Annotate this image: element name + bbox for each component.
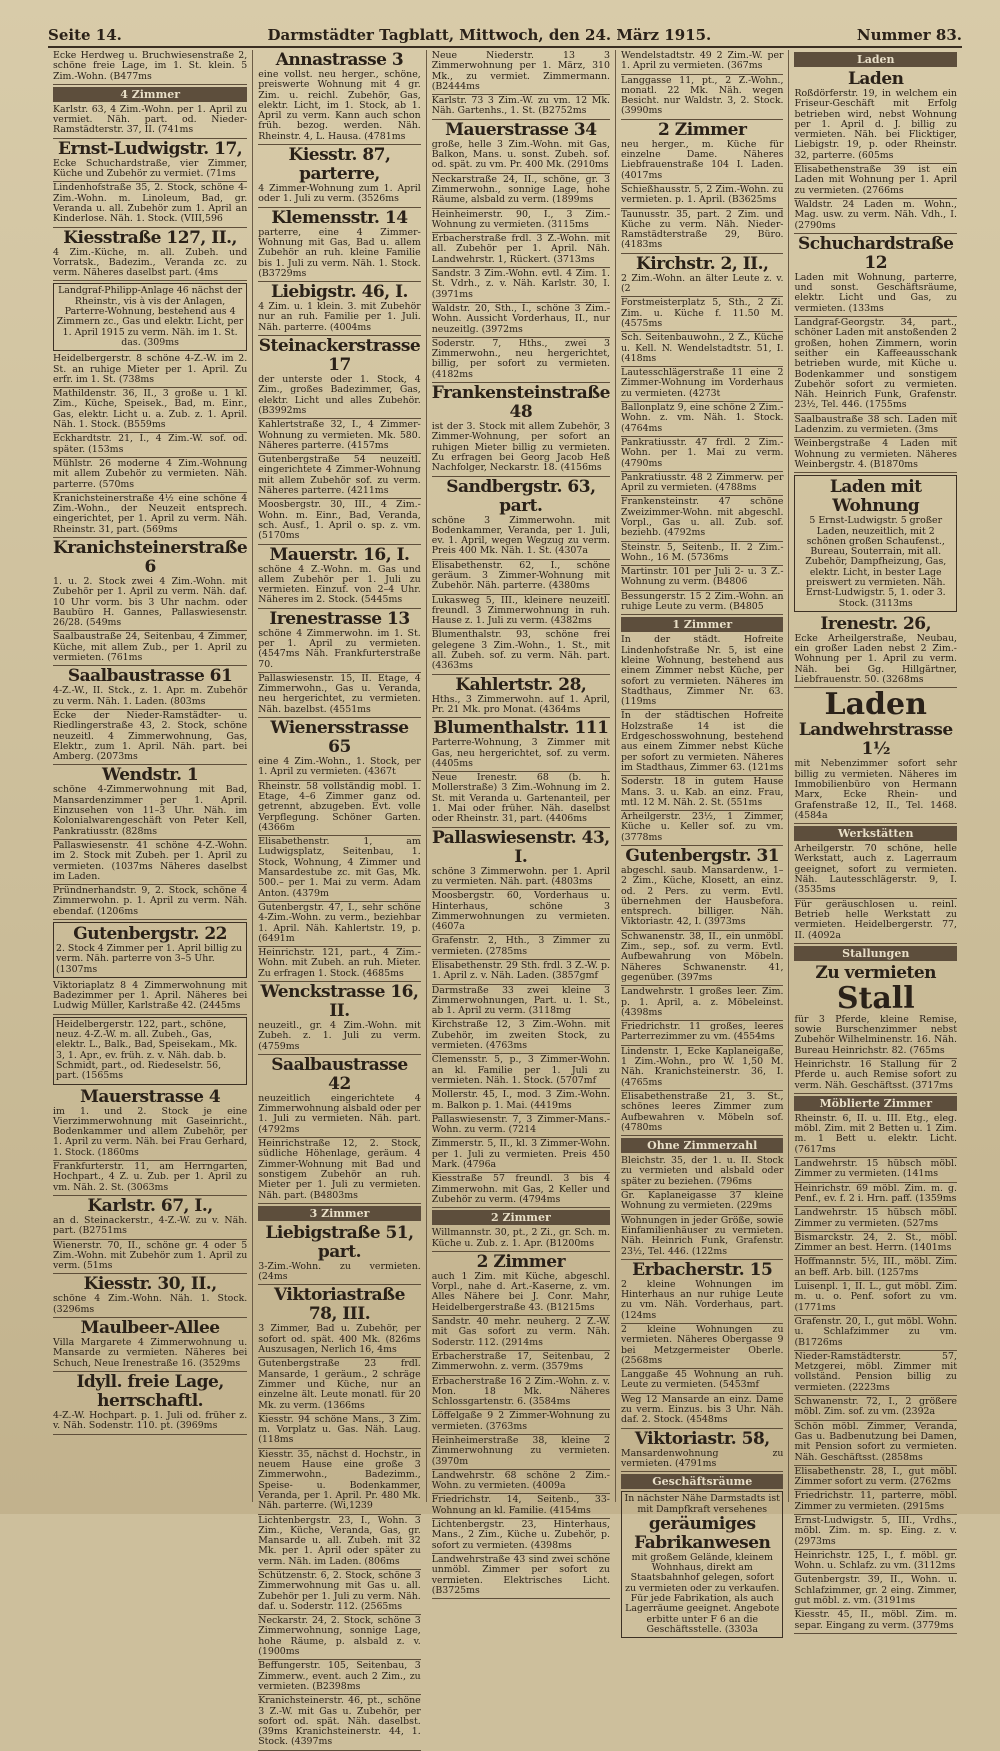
ad: Kiesstr. 45, II., möbl. Zim. m. separ. Eingang zu verm. (3779ms <box>794 1609 957 1634</box>
column-3 <box>426 50 615 1596</box>
ad: Frankfurterstr. 11, am Herrngarten, Hochpart., 4 Z. u. Zub. per 1. April zu vm. Näh. 2. St. (3063ms <box>53 1161 247 1196</box>
ad-headline: Saalbaustrasse 42 <box>271 1054 408 1094</box>
ad: Friedrichstr. 14, Seitenb., 33-Wohnung an kl. Familie. (4154ms <box>432 1494 610 1519</box>
ad <box>258 208 421 282</box>
ad-headline: Steinackerstrasse 17 <box>258 336 421 376</box>
ad: Schwanenstr. 38, II., ein unmöbl. Zim., sep., sof. zu verm. Evtl. Aufbewahrung von Möbeln. Näheres Schwanenstr. 41, gegenüber. (397ms <box>621 931 784 986</box>
ad: Heinrichstraße 12, 2. Stock, südliche Höhenlage, geräum. 4 Zimmer-Wohnung mit Bad und sonstigem Zubehör an ruh. Mieter per 1. Juli zu vermieten. Näh. part. (B4803ms <box>258 1138 421 1204</box>
ad: Kahlertstraße 32, I., 4 Zimmer-Wohnung zu vermieten. Mk. 580. Näheres parterre. (4157ms <box>258 419 421 454</box>
ad <box>621 846 784 931</box>
section-header: Werkstätten <box>794 826 957 841</box>
ad <box>432 383 610 476</box>
ad-headline: Viktoriastraße 78, III. <box>274 1285 405 1325</box>
ad-body: neuzeitl., gr. 4 Zim.-Wohn. mit Zubeh. z. 1. Juli zu verm. (4759ms <box>258 1020 421 1052</box>
ad-headline: Fabrikanwesen <box>634 1532 771 1553</box>
ad: Elisabethenstr. 62, I., schöne geräum. 3 Zimmer-Wohnung mit Zubehör. Näh. parterre. (4380ms <box>432 560 610 595</box>
ad <box>258 545 421 609</box>
ad: Ecke der Nieder-Ramstädter- u. Riedlingerstraße 43, 2. Stock, schöne neuzeitl. 4 Zimmerwohnung, Gas, Elektr., zum 1. April. Näh. part. bei Amberg. (2073ms <box>53 710 247 765</box>
ad-body: schöne 4 Zimmerwohn. im 1. St. per 1. April zu vermieten. (4547ms Näh. Frankfurterstraße 70. <box>258 627 421 670</box>
ad: Schießhausstr. 5, 2 Zim.-Wohn. zu vermieten. p. 1. April. (B3625ms <box>621 184 784 209</box>
ad-body: 4 Zimmer-Wohnung zum 1. April oder 1. Juli zu verm. (3526ms <box>258 183 421 205</box>
ad <box>53 1372 247 1435</box>
ad: Lindenhofstraße 35, 2. Stock, schöne 4-Zim.-Wohn. m. Linoleum, Bad, gr. Veranda u. all. Zubehör zum 1. April an Kinderlose. Näh. 1. Stock. (VIII,596 <box>53 182 247 227</box>
ad-headline: Kiesstr. 87, parterre, <box>288 145 391 185</box>
ad-body: Roßdörferstr. 19, in welchem ein Friseur-Geschäft mit Erfolg betrieben wird, nebst Wohnung per 1. April d. J. billig zu vermieten. Näh. bei Flicktiger, Liebigstr. 19, p. oder Rheinstr. 32, parterre. (605ms <box>794 88 957 161</box>
ad <box>53 139 247 183</box>
ad <box>258 718 421 781</box>
ad: In der städtischen Hofreite Holzstraße 14 ist die Erdgeschosswohnung, bestehend aus einem Zimmer nebst Küche per sofort zu vermieten. Näheres im Stadthaus, Zimmer 63. (121ms <box>621 710 784 776</box>
page-number: Seite 14. <box>48 26 122 44</box>
ad <box>621 1429 784 1473</box>
ad-body: für 3 Pferde, kleine Remise, sowie Burschenzimmer nebst Zubehör Wilhelminenstr. 16. Näh. Bureau Heinrichstr. 82. (765ms <box>794 1013 957 1056</box>
ad: Beffungerstr. 105, Seitenbau, 3 Zimmerw., event. auch 2 Zim., zu vermieten. (B2398ms <box>258 1660 421 1695</box>
ad-headline: Kranichsteinerstraße 6 <box>53 537 248 577</box>
ad: Sch. Seitenbauwohn., 2 Z., Küche u. Kell. N. Wendelstadtstr. 51, I. (418ms <box>621 332 784 367</box>
ad-headline: Frankensteinstraße 48 <box>431 383 610 423</box>
ad: Pankratiusstr. 48 2 Zimmerw. per April zu vermieten. (4788ms <box>621 472 784 497</box>
ad: Blumenthalstr. 93, schöne frei gelegene 3 Zim.-Wohn., 1. St., mit all. Zubeh. sof. zu verm. Näh. part. (4363ms <box>432 629 610 674</box>
ad-body: 4-Z.-W., II. Stck., z. 1. Apr. m. Zubehör zu verm. Näh. 1. Laden. (803ms <box>53 685 248 707</box>
column-5 <box>788 50 962 1631</box>
ad <box>432 675 610 719</box>
ad <box>432 718 610 772</box>
ad: Karlstr. 63, 4 Zim.-Wohn. per 1. April zu vermiet. Näh. part. od. Nieder-Ramstädterstr. 37, II. (741ms <box>53 104 247 139</box>
ad-headline: Gutenbergstr. 22 <box>73 924 227 944</box>
ad: Schwanenstr. 72, I., 2 größere möbl. Zim. sof. zu vm. (2392a <box>794 1396 957 1421</box>
ad: Clemensstr. 5, p., 3 Zimmer-Wohn. an kl. Familie per 1. Juli zu vermieten. Näh. 1. Stock. (5707mf <box>432 1054 610 1089</box>
ad: Kranichsteinerstraße 4½ eine schöne 4 Zim.-Wohn., der Neuzeit entsprech. eingerichtet, per 1. April zu verm. Näh. Rheinstr. 31, part. (569ms <box>53 493 247 538</box>
ad: Landwehrstr. 68 schöne 2 Zim.-Wohn. zu vermieten. (4009a <box>432 1470 610 1495</box>
boxed-ad <box>621 1491 784 1638</box>
ad: Schützenstr. 6, 2. Stock, schöne 3 Zimmerwohnung mit Gas u. all. Zubehör per 1. Juli zu verm. Näh. daf. u. Soderstr. 112. (2565ms <box>258 1570 421 1615</box>
ad-headline: 2 Zimmer <box>476 1251 566 1272</box>
ad <box>794 234 957 317</box>
ad: Mühlstr. 26 moderne 4 Zim.-Wohnung mit allem Zubehör zu vermieten. Näh. parterre. (570ms <box>53 458 247 493</box>
boxed-ad: Landgraf-Philipp-Anlage 46 nächst der Rheinstr., vis à vis der Anlagen, Parterre-Wohnung, bestehend aus 4 Zimmern zc., Gas und elektr. Licht, per 1. April 1915 zu verm. Näh. im 1. St. das. (309ms <box>53 283 247 351</box>
ad: Neue Niederstr. 13 3 Zimmerwohnung per 1. März, 310 Mk., zu vermiet. Zimmermann. (B2444ms <box>432 50 610 95</box>
ad: Friedrichstr. 11, parterre, möbl. Zimmer zu vermieten. (2915ms <box>794 1490 957 1515</box>
ad: Darmstraße 33 zwei kleine 3 Zimmerwohnungen, Part. u. 1. St., ab 1. April zu verm. (3118mg <box>432 985 610 1020</box>
ad-body: Parterre-Wohnung, 3 Zimmer mit Gas, neu hergerichtet, sof. zu verm. (4405ms <box>431 737 610 769</box>
ad <box>258 1285 421 1358</box>
ad: Rheinstr. 6, II. u. III. Etg., eleg. möbl. Zim. mit 2 Betten u. 1 Zim. m. 1 Bett u. elektr. Licht. (7617ms <box>794 1113 957 1158</box>
ad-body: In nächster Nähe Darmstadts ist mit Dampfkraft versehenes <box>624 1493 780 1515</box>
ad: Neckarstraße 24, II., schöne, gr. 3 Zimmerwohn., sonnige Lage, hohe Räume, alsbald zu verm. (1899ms <box>432 174 610 209</box>
ad-body: 5 Ernst-Ludwigstr. 5 großer Laden, neuzeitlich, mit 2 schönen großen Schaufenst., Bureau, Souterrain, mit all. Zubehör, Dampfheizung, Gas, elektr. Licht, in bester Lage preiswert zu vermieten. Näh. Ernst-Ludwigstr. 5, 1. oder 3. Stock. (3113ms <box>805 515 947 609</box>
ad: Wohnungen in jeder Größe, sowie Einfamilienhäuser zu vermieten. Näh. Heinrich Funk, Grafenstr. 23½, Tel. 446. (122ms <box>621 1215 784 1260</box>
ad: Erbacherstraße 17, Seitenbau, 2 Zimmerwohn. z. verm. (3579ms <box>432 1351 610 1376</box>
ad-headline: Blumenthalstr. 111 <box>433 718 609 739</box>
ad: Landgraf-Georgstr. 34, part., schöner Laden mit anstoßenden 2 großen, hohen Zimmern, worin seither ein Kaffeeausschank betrieben wurde, mit Küche u. Bodenkammer und sonstigem Zubehör sofort zu vermieten. Näh. Heinrich Funk, Grafenstr. 23½, Tel. 446. (1755ms <box>794 317 957 414</box>
ad: Erbacherstraße frdl. 3 Z.-Wohn. mit all. Zubehör per 1. April. Näh. Landwehrstr. 1, Rückert. (3713ms <box>432 233 610 268</box>
ad: Moosbergstr. 60, Vorderhaus u. Hinterhaus, schöne 3 Zimmerwohnungen zu vermieten. (4607a <box>432 890 610 935</box>
ad <box>794 688 957 824</box>
ad-headline: Klemensstr. 14 <box>271 207 408 228</box>
ad-body: Laden mit Wohnung, parterre, und sonst. Geschäftsräume, elektr. Licht und Gas, zu vermieten. (133ms <box>794 271 957 314</box>
ad: Gutenbergstraße 54 neuzeitl. eingerichtete 4 Zimmer-Wohnung mit allem Zubehör sof. zu verm. Näheres parterre. (4211ms <box>258 454 421 499</box>
ad-body: abgeschl. saub. Mansardenw., 1–2 Zim., Küche, Klosett, an einz. od. 2 Pers. zu verm. Evtl. übernehmen der Hausbefora. entsprech. billiger. Näh. Viktoriastr. 42, I. (3973ms <box>620 865 784 928</box>
ad <box>432 1252 610 1316</box>
ad: Kranichsteinerstr. 46, pt., schöne 3 Z.-W. mit Gas u. Zubehör, per sofort od. spät. Näh. daselbst. (39ms Kranichsteinerstr. 44, 1. Stock. (4397ms <box>258 1695 421 1750</box>
ad <box>258 1055 421 1138</box>
ad: Langgasse 11, pt., 2 Z.-Wohn., monatl. 22 Mk. Näh. wegen Besicht. nur Waldstr. 3, 2. Stock. (3990ms <box>621 75 784 120</box>
ad-headline: Kirchstr. 2, II., <box>636 253 769 274</box>
ad <box>53 765 247 839</box>
ad-body: 4 Zim. u. 1 klein. 3. mit Zubehör nur an ruh. Familie per 1. Juli. Näh. parterre. (4004ms <box>258 301 421 333</box>
ad: Kirchstraße 12, 3 Zim.-Wohn. mit Zubehör, im zweiten Stock, zu vermieten. (4763ms <box>432 1019 610 1054</box>
ad: Waldstr. 24 Laden m. Wohn., Mag. usw. zu verm. Näh. Vdh., I. (2790ms <box>794 199 957 234</box>
ad-headline: geräumiges <box>648 1513 756 1534</box>
ad-body: parterre, eine 4 Zimmer-Wohnung mit Gas, Bad u. allem Zubehör an ruh. kleine Familie bis 1. Juli zu verm. Näh. 1. Stock. (B3729ms <box>258 226 421 279</box>
ad: Wendelstadtstr. 49 2 Zim.-W. per 1. April zu vermieten. (367ms <box>621 50 784 75</box>
ad-headline: Irenestr. 26, <box>820 613 932 634</box>
ad: Heinrichstr. 69 möbl. Zim. m. g. Penf., ev. f. 2 i. Hrn. paff. (1359ms <box>794 1183 957 1208</box>
ad: Weg 12 Mansarde an einz. Dame zu verm. Einzus. bis 3 Uhr. Näh. daf. 2. Stock. (4548ms <box>621 1394 784 1429</box>
ad: Gutenbergstr. 39, II., Wohn. u. Schlafzimmer, gr. 2 eing. Zimmer, gut möbl. z. vm. (3191ms <box>794 1574 957 1609</box>
ad: Lautesschlägerstraße 11 eine 2 Zimmer-Wohnung im Vorderhaus zu vermieten. (4273t <box>621 367 784 402</box>
masthead: Darmstädter Tagblatt, Mittwoch, den 24. März 1915. <box>267 26 712 44</box>
ad: Landwehrstr. 15 hübsch möbl. Zimmer zu vermieten. (527ms <box>794 1207 957 1232</box>
ad: Bismarckstr. 24, 2. St., möbl. Zimmer an best. Herrn. (1401ms <box>794 1232 957 1257</box>
ad-headline: Wenckstrasse 16, II. <box>260 982 419 1021</box>
ad-body: mit Nebenzimmer sofort sehr billig zu vermieten. Näheres im Immobilienbüro von Hermann Marx, Ecke Rhein- und Grafenstraße 12, II., Tel. 1468. (4584a <box>794 758 957 821</box>
issue-number: Nummer 83. <box>856 26 962 44</box>
ad: Frankensteinstr. 47 schöne Zweizimmer-Wohn. mit abgeschl. Vorpl., Gas u. all. Zub. sof. beziehb. (4792ms <box>621 496 784 541</box>
ad: Heinrichstr. 125, I., f. möbl. gr. Wohn. u. Schlafz. zu vm. (3112ms <box>794 1550 957 1575</box>
ad-body: Mansardenwohnung zu vermieten. (4791ms <box>620 1447 784 1469</box>
ad: Soderstr. 18 in gutem Hause Mans. 3. u. Kab. an einz. Frau, mtl. 12 M. Näh. 2. St. (551ms <box>621 776 784 811</box>
ad: Willmannstr. 30, pt., 2 Zi., gr. Sch. m. Küche u. Zub. z. 1. Apr. (B1200ms <box>432 1227 610 1252</box>
ad: Sandstr. 40 mehr. neuherg. 2 Z.-W. mit Gas sofort zu verm. Näh. Soderstr. 112. (2914ms <box>432 1316 610 1351</box>
ad-headline: Wendstr. 1 <box>101 765 199 786</box>
ad: Arheilgerstr. 23½, 1 Zimmer, Küche u. Keller sof. zu vm. (3778ms <box>621 811 784 846</box>
boxed-ad: Heidelbergerstr. 122, part., schöne, neuz. 4-Z.-W. m. all. Zubeh., Gas, elektr. L., Balk., Bad, Speisekam., Mk. 3, 1. Apr., ev. früh. z. v. Näh. dab. b. Schmidt, part., od. Riedeselstr. 56, part. (1565ms <box>53 1017 247 1085</box>
ad: Lindenstr. 1, Ecke Kaplaneigaße, 1 Zim.-Wohn., pro W. 1,50 M. Näh. Kranichsteinerstr. 36, I. (4765ms <box>621 1046 784 1091</box>
ad-body: 3 Zimmer, Bad u. Zubehör, per sofort od. spät. 400 Mk. (826ms Auszusagen, Nerlich 16, 4ms <box>258 1323 421 1356</box>
ad: Soderstr. 7, Hths., zwei 3 Zimmerwohn., neu hergerichtet, billig, per sofort zu vermieten. (4182ms <box>432 338 610 383</box>
ad <box>794 963 957 1059</box>
ad-headline: Laden <box>847 69 904 89</box>
ad: Langgaße 45 Wohnung an ruh. Leute zu vermieten. (5453mf <box>621 1369 784 1394</box>
section-header: 4 Zimmer <box>53 87 247 102</box>
section-header: 2 Zimmer <box>432 1210 610 1225</box>
ad-body: an d. Steinackerstr., 4-Z.-W. zu v. Näh. part. (B2751ms <box>53 1214 248 1237</box>
ad: Elisabethenstraße 21, 3. St., schönes leeres Zimmer zum Aufbewahren v. Möbeln sof. (4780ms <box>621 1091 784 1136</box>
ad: Heinheimerstraße 38, kleine 2 Zimmerwohnung zu vermieten. (3970m <box>432 1435 610 1470</box>
ad: Löffelgaße 9 2 Zimmer-Wohnung zu vermieten. (3763ms <box>432 1410 610 1435</box>
ad-headline: Liebigstraße 51, part. <box>265 1222 414 1262</box>
ad <box>794 614 957 688</box>
ad-body: 4 Zim.-Küche, m. all. Zubeh. und Vorratsk., Badezim., Veranda zc. zu verm. Näheres daselbst part. (4ms <box>53 246 248 279</box>
ad <box>53 666 247 710</box>
section-header: Laden <box>794 52 957 67</box>
ad <box>794 69 957 164</box>
ad: Mollerstr. 45, I., mod. 3 Zim.-Wohn. m. Balkon p. 1. Mai. (4419ms <box>432 1089 610 1114</box>
ad <box>258 609 421 673</box>
ad: Elisabethenstr. 28, I., gut möbl. Zimmer sofort zu verm. (2762ms <box>794 1466 957 1491</box>
ad <box>53 1087 247 1161</box>
ad: Pallaswiesenstr. 41 schöne 4-Z.-Wohn. im 2. Stock mit Zubeh. per 1. April zu vermieten. (1037ms Näheres daselbst im Laden. <box>53 840 247 885</box>
ad <box>258 336 421 419</box>
ad: Nieder-Ramstädterstr. 57, Metzgerei, möbl. Zimmer mit vollständ. Pension billig zu vermieten. (2223ms <box>794 1351 957 1396</box>
ad: Eckhardtstr. 21, I., 4 Zim.-W. sof. od. später. (153ms <box>53 433 247 458</box>
ad <box>621 120 784 184</box>
ad: Lukasweg 5, III., kleinere neuzeitl. freundl. 3 Zimmerwohnung in ruh. Hause z. 1. Juli zu verm. (4382ms <box>432 595 610 630</box>
ad-headline: Erbacherstr. 15 <box>632 1259 773 1280</box>
ad <box>53 1196 247 1240</box>
ad: Landwehrstraße 43 sind zwei schöne unmöbl. Zimmer per sofort zu vermieten. Elektrisches Licht. (B3725ms <box>432 1554 610 1599</box>
ad: Kiesstr. 35, nächst d. Hochstr., in neuem Hause eine große 3 Zimmerwohn., Badezimm., Speise- u. Bodenkammer, Veranda, per 1. April. Pr. 480 Mk. Näh. parterre. (Wi,1239 <box>258 1449 421 1515</box>
ad-headline: Mauerstrasse 4 <box>80 1086 221 1107</box>
ad-body: ist der 3. Stock mit allem Zubehör, 3 Zimmer-Wohnung, per sofort an ruhigen Mieter billig zu vermieten. Zu erfragen bei Georg Jacob Heß Nachfolger, Neckarstr. 18. (4156ms <box>431 421 610 474</box>
ad: Elisabethenstr. 29 Sth. frdl. 3 Z.-W. p. 1. April z. v. Näh. Laden. (3857gmf <box>432 960 610 985</box>
ad-subheadline: Zu vermieten <box>815 962 937 983</box>
ad: Gutenbergstr. 47, I., sehr schöne 4-Zim.-Wohn. zu verm., beziehbar 1. April. Näh. Kahlertstr. 19, p. (6491m <box>258 902 421 947</box>
ad <box>432 477 610 560</box>
ad: Schön möbl. Zimmer, Veranda, Gas u. Badbenutzung bei Damen, mit Pension sofort zu vermieten. Näh. Geschäftsst. (2858ms <box>794 1421 957 1466</box>
ad: Waldstr. 20, Sth., I., schöne 3 Zim.-Wohn. Aussicht Vorderhaus, II., nur neuzeitlg. (3972ms <box>432 303 610 338</box>
section-header: Möblierte Zimmer <box>794 1096 957 1111</box>
ad: Wienerstr. 70, II., schöne gr. 4 oder 5 Zim.-Wohn. mit Zubehör zum 1. April zu verm. (51ms <box>53 1240 247 1275</box>
ad-body: 1. u. 2. Stock zwei 4 Zim.-Wohn. mit Zubehör per 1. April zu verm. Näh. daf. 10 Uhr vorm. bis 3 Uhr nachm. oder Baubüro H. Gannes, Pallaswiesenstr. 26/28. (549ms <box>53 575 248 629</box>
ad-body: Hths., 3 Zimmerwohn. auf 1. April, Pr. 21 Mk. pro Monat. (4364ms <box>431 693 610 715</box>
ad-body: mit großem Gelände, kleinem Wohnhaus, direkt am Staatsbahnhof gelegen, sofort zu vermieten oder zu verkaufen. Für jede Fabrikation, als auch Lagerräume geeignet. Angebote erbitte unter F 6 an die Geschäftsstelle. (3303a <box>625 1551 780 1635</box>
ad-body: Ecke Arheilgerstraße, Neubau, ein großer Laden nebst 2 Zim.-Wohnung per 1. April zu verm. Näh. bei Gg. Hillgärtner, Liebfrauenstr. 50. (3268ms <box>794 632 957 686</box>
ad-headline: Annastrasse 3 <box>275 50 404 70</box>
ad-headline: Laden <box>824 687 927 723</box>
ad: Kiesstr. 94 schöne Mans., 3 Zim. m. Vorplatz u. Gas. Näh. Laug. (118ms <box>258 1414 421 1449</box>
ad <box>258 1223 421 1286</box>
ad: Kiesstraße 57 freundl. 3 bis 4 Zimmerwohn. mit Gas, 2 Keller und Zubehör zu verm. (4794ms <box>432 1173 610 1208</box>
ad: Sandstr. 3 Zim.-Wohn. evtl. 4 Zim. 1. St. Vdrh., z. v. Näh. Karlstr. 30, I. (3971ms <box>432 268 610 303</box>
ad-body: 2. Stock 4 Zimmer per 1. April billig zu verm. Näh. parterre von 3–5 Uhr. (1307ms <box>56 943 243 975</box>
ad-body: 2 Zim.-Wohn. an älter Leute z. v. (2 <box>620 272 784 295</box>
ad: Grafenstr. 20, I., gut möbl. Wohn. u. Schlafzimmer zu vm. (B1726ms <box>794 1316 957 1351</box>
ad: Ballonplatz 9, eine schöne 2 Zim.-Wohn. z. vm. Näh. 1. Stock. (4764ms <box>621 402 784 437</box>
boxed-ad <box>53 922 247 978</box>
ad <box>621 254 784 298</box>
ad-body: im 1. und 2. Stock je eine Vierzimmerwohnung mit Gaseinricht., Bodenkammer und allem Zubehör, per 1. April zu verm. Näh. bei Frau Gerhard, 1. Stock. (1860ms <box>53 1105 248 1158</box>
ad <box>53 1318 247 1372</box>
ad: Martinstr. 101 per Juli 2- u. 3 Z.-Wohnung zu verm. (B4806 <box>621 566 784 591</box>
ad: Mathildenstr. 36, II., 3 große u. 1 kl. Zim., Küche, Speisek., Bad, m. Einr., Gas, elektr. Licht u. a. Zub. z. 1. April. Näh. 1. Stock. (B559ms <box>53 388 247 433</box>
ad: Arheilgerstr. 70 schöne, helle Werkstatt, auch z. Lagerraum geeignet, sofort zu vermieten. Näh. Lautesschlägerstr. 9, I. (3535ms <box>794 843 957 898</box>
ad: Hoffmannstr. 5½, III., möbl. Zim. an beff. Arb. bill. (1257ms <box>794 1256 957 1281</box>
ad-body: eine 4 Zim.-Wohn., 1. Stock, per 1. April zu vermieten. (4367t <box>258 756 421 778</box>
ad: Friedrichstr. 11 großes, leeres Parterrezimmer zu vm. (4554ms <box>621 1021 784 1046</box>
ad: Pallaswiesenstr. 7, 3 Zimmer-Mans.-Wohn. zu verm. (7214 <box>432 1114 610 1139</box>
ad: Heidelbergerstr. 8 schöne 4-Z.-W. im 2. St. an ruhige Mieter per 1. April. Zu erfr. im 1. St. (738ms <box>53 353 247 388</box>
ad-body: schöne 3 Zimmerwohn. per 1. April zu vermieten. Näh. part. (4803ms <box>431 865 610 887</box>
ad-subheadline: Landwehrstrasse 1½ <box>798 720 953 760</box>
section-header: Stallungen <box>794 946 957 961</box>
column-4 <box>615 50 789 1635</box>
column-1 <box>48 50 252 1502</box>
ad-body: neuzeitlich eingerichtete 4 Zimmerwohnung alsbald oder per 1. Juli zu vermieten. Näh. part. (4792ms <box>258 1092 421 1135</box>
ad-headline: Pallaswiesenstr. 43, I. <box>431 827 610 867</box>
ad: Neue Irenestr. 68 (b. h. Mollerstraße) 3 Zim.-Wohnung im 2. St. mit Veranda u. Gartenanteil, per 1. Mai oder früher. Näh. daselbst oder Rheinstr. 31, part. (4406ms <box>432 772 610 827</box>
ad: Luisenpl. 1, II. L., gut möbl. Zim. m. u. o. Penf. sofort zu vm. (1771ms <box>794 1281 957 1316</box>
boxed-ad <box>794 475 957 612</box>
ad-body: neu herger., m. Küche für einzelne Dame. Näheres Liebfrauenstraße 104 I. Laden. (4017ms <box>620 138 784 181</box>
ad: Gutenbergstraße 23 frdl. Mansarde, 1 geräum., 2 schräge Zimmer und Küche, nur an einzelne ält. Leute monatl. für 20 Mk. zu verm. (1366ms <box>258 1358 421 1413</box>
ad <box>53 1274 247 1318</box>
ad-body: der unterste oder 1. Stock, 4 Zim., großes Badezimmer, Gas, elektr. Licht und alles Zubehör. (B3992ms <box>258 374 421 416</box>
ad-headline: Schuchardstraße 12 <box>797 233 954 273</box>
ad-body: auch 1 Zim. mit Küche, abgeschl. Vorpl., nahe d. Art.-Kaserne, z. vm. Alles Nähere bei J. Conr. Mahr, Heidelbergerstraße 43. (B1215ms <box>431 1270 610 1313</box>
section-header: 1 Zimmer <box>621 617 784 632</box>
ad-body: schöne 4 Zim.-Wohn. Näh. 1. Stock. (3296ms <box>53 1293 248 1315</box>
section-header: 3 Zimmer <box>258 1206 421 1221</box>
ad <box>258 982 421 1055</box>
ad-headline: Sandbergstr. 63, part. <box>446 476 596 516</box>
ad: Karlstr. 73 3 Zim.-W. zu vm. 12 Mk. Näh. Gartenhs., 1. St. (B2752ms <box>432 95 610 120</box>
ad: Saalbaustraße 24, Seitenbau, 4 Zimmer, Küche, mit allem Zub., per 1. April zu vermieten. (761ms <box>53 631 247 666</box>
ad: Saalbaustraße 38 sch. Laden mit Ladenzim. zu vermieten. (3ms <box>794 414 957 439</box>
ad-body: eine vollst. neu herger., schöne, preiswerte Wohnung mit 4 gr. Zim. u. reichl. Zubehör, Gas, elektr. Licht, im 1. Stock, ab 1. April zu verm. Kann auch schon früh. bezog. werden. Näh. Rheinstr. 4, L. Hausa. (4781ms <box>258 69 421 142</box>
ad: Gr. Kaplaneigasse 37 kleine Wohnung zu vermieten. (229ms <box>621 1190 784 1215</box>
ad: Zimmerstr. 5, II., kl. 3 Zimmer-Wohn. per 1. Juli zu vermieten. Preis 450 Mark. (4796a <box>432 1138 610 1173</box>
ad-headline: Kiesstraße 127, II., <box>63 227 237 248</box>
ad <box>432 828 610 891</box>
ad: Pallaswiesenstr. 15, II. Etage, 4 Zimmerwohn., Gas u. Veranda, neu hergerichtet, zu vermieten. Näh. bazelbst. (4551ms <box>258 673 421 718</box>
classified-columns <box>48 50 962 1748</box>
ad: Grafenstr. 2, Hth., 3 Zimmer zu vermieten. (2785ms <box>432 935 610 960</box>
ad: Landwehrstr. 1 großes leer. Zim. p. 1. April, a. z. Möbeleinst. (4398ms <box>621 986 784 1021</box>
ad-headline: Maulbeer-Allee <box>80 1318 220 1339</box>
ad: Elisabethenstraße 39 ist ein Laden mit Wohnung per 1. April zu vermieten. (2766ms <box>794 164 957 199</box>
ad-headline: Idyll. freie Lage, herrschaftl. <box>76 1371 224 1411</box>
ad-body: schöne 4-Zimmerwohnung mit Bad, Mansardenzimmer per 1. April. Einzusehen von 11–3 Uhr. Näh. im Kolonialwarengeschäft von Peter Kell, Pankratiusstr. (828ms <box>53 784 248 837</box>
section-header: Geschäftsräume <box>621 1474 784 1489</box>
ad: Pankratiusstr. 47 frdl. 2 Zim.-Wohn. per 1. Mai zu verm. (4790ms <box>621 437 784 472</box>
ad: Elisabethenstr. 1, am Ludwigsplatz, Seitenbau, 1. Stock, Wohnung, 4 Zimmer und Mansardestube zc. mit Gas, Mk. 500.– per 1. Mai zu verm. Adam Anton. (4379m <box>258 836 421 902</box>
ad: In der städt. Hofreite Lindenhofstraße Nr. 5, ist eine kleine Wohnung, bestehend aus einem Zimmer nebst Küche, per sofort zu vermieten. Näheres im Stadthaus, Zimmer Nr. 63. (119ms <box>621 634 784 710</box>
ad: Ecke Herdweg u. Bruchwiesenstraße 2, schöne freie Lage, im 1. St. klein. 5 Zim.-Wohn. (B477ms <box>53 50 247 85</box>
page-header <box>48 24 962 48</box>
section-header: Ohne Zimmerzahl <box>621 1138 784 1153</box>
ad-headline: Mauerstr. 16, I. <box>269 544 410 565</box>
ad-body: schöne 3 Zimmerwohn. mit Bodenkammer, Veranda, per 1. Juli, ev. 1. April, wegen Wegzug zu verm. Preis 400 Mk. Näh. 1. St. (4307a <box>431 514 610 557</box>
ad-body: 2 kleine Wohnungen im Hinterhaus an nur ruhige Leute zu vm. Näh. Vorderhaus, part. (124ms <box>620 1278 784 1321</box>
ad-headline: Ernst-Ludwigstr. 17, <box>58 138 243 159</box>
ad-body: Villa Margarete 4 Zimmerwohnung u. Mansarde zu vermieten. Näheres bei Schuch, Neue Irenestraße 16. (3529ms <box>53 1337 248 1369</box>
ad-body: 3-Zim.-Wohn. zu vermieten. (24ms <box>258 1260 421 1283</box>
ad: 2 kleine Wohnungen zu vermieten. Näheres Obergasse 9 bei Metzgermeister Oberle. (2568ms <box>621 1324 784 1369</box>
ad: Moosbergstr. 30, III., 4 Zim.-Wohn. m. Einr., Bad, Veranda, sch. Ausf., 1. April o. sp. z. vm. (5170ms <box>258 499 421 544</box>
ad-headline: Wienersstrasse 65 <box>270 718 409 758</box>
ad-headline: Kiesstr. 30, II., <box>83 1274 217 1295</box>
ad-body: schöne 4 Z.-Wohn. m. Gas und allem Zubehör per 1. Juli zu vermieten. Einzuf. von 2–4 Uhr. Näheres im 2. Stock. (5445ms <box>258 563 421 606</box>
ad: Bessungerstr. 15 2 Zim.-Wohn. an ruhige Leute zu verm. (B4805 <box>621 591 784 616</box>
ad <box>53 538 247 631</box>
ad <box>53 228 247 282</box>
ad-headline: Mauerstrasse 34 <box>445 119 597 140</box>
ad-headline: Irenestrasse 13 <box>269 608 410 629</box>
ad: Steinstr. 5, Seitenb., II. 2 Zim.-Wohn., 16 M. (5736ms <box>621 542 784 567</box>
ad: Rheinstr. 58 vollständig mobl. 1. Etage, 4–6 Zimmer ganz od. getrennt, abzugeben. Evt. volle Verpflegung. Schöner Garten. (4366m <box>258 781 421 836</box>
ad-headline: Liebigstr. 46, I. <box>270 282 408 303</box>
ad: Erbacherstraße 16 2 Zim.-Wohn. z. v. Mon. 18 Mk. Näheres Schlossgartenstr. 6. (3584ms <box>432 1376 610 1411</box>
ad <box>258 50 421 145</box>
ad-headline: Karlstr. 67, I., <box>87 1195 213 1216</box>
ad: Lichtenbergstr. 23, I., Wohn. 3 Zim., Küche, Veranda, Gas, gr. Mansarde u. all. Zubeh. mit 32 Mk. per 1. April oder später zu verm. Näh. im Laden. (806ms <box>258 1515 421 1570</box>
ad: Weinbergstraße 4 Laden mit Wohnung zu vermieten. Näheres Weinbergstr. 4. (B1870ms <box>794 438 957 473</box>
ad <box>621 1260 784 1324</box>
ad: Pründnerhandstr. 9, 2. Stock, schöne 4 Zimmerwohn. p. 1. April zu verm. Näh. ebendaf. (1206ms <box>53 885 247 920</box>
ad: Taunusstr. 35, part. 2 Zim. und Küche zu verm. Näh. Nieder-Ramstädterstraße 29, Büro. (4183ms <box>621 209 784 254</box>
ad <box>258 145 421 208</box>
ad-headline: Stall <box>836 980 915 1016</box>
ad <box>432 120 610 174</box>
ad <box>258 282 421 336</box>
ad: Ernst-Ludwigstr. 5, III., Vrdhs., möbl. Zim. m. sp. Eing. z. v. (2973ms <box>794 1515 957 1550</box>
column-2 <box>252 50 426 1748</box>
ad: Für geräuschlosen u. reinl. Betrieb helle Werkstatt zu vermieten. Heidelbergerstr. 77, II. (4092a <box>794 899 957 944</box>
ad: Forstmeisterplatz 5, Sth., 2 Zi. Zim. u. Küche f. 11.50 M. (4575ms <box>621 297 784 332</box>
ad: Heinrichstr. 16 Stallung für 2 Pferde u. auch Remise sofort zu verm. Näh. Geschäftsst. (3717ms <box>794 1059 957 1094</box>
ad-headline: Saalbaustrasse 61 <box>67 666 233 687</box>
ad-headline: Laden mit Wohnung <box>829 477 922 517</box>
ad-headline: Kahlertstr. 28, <box>455 674 587 695</box>
ad-headline: Gutenbergstr. 31 <box>625 846 780 866</box>
ad-body: große, helle 3 Zim.-Wohn. mit Gas, Balkon, Mans. u. sonst. Zubeh. sof. od. spät. zu vm. Pr. 400 Mk. (2910ms <box>431 138 610 171</box>
ad-body: 4-Z.-W. Hochpart. p. 1. Juli od. früher z. v. Näh. Sodenstr. 110. pt. (3969ms <box>53 1409 248 1432</box>
ad-headline: Viktoriastr. 58, <box>634 1428 770 1449</box>
ad: Heinheimerstr. 90, I., 3 Zim.-Wohnung zu vermieten. (3115ms <box>432 209 610 234</box>
ad: Viktoriaplatz 8 4 Zimmerwohnung mit Badezimmer per 1. April. Näheres bei Ludwig Müller, Karlstraße 42. (2445ms <box>53 980 247 1015</box>
ad: Neckarstr. 24, 2. Stock, schöne 3 Zimmerwohnung, sonnige Lage, hohe Räume, p. alsbald z. v. (1900ms <box>258 1615 421 1660</box>
ad-headline: 2 Zimmer <box>658 119 747 140</box>
ad: Landwehrstr. 15 hübsch möbl. Zimmer zu vermieten. (141ms <box>794 1158 957 1183</box>
ad: Bleichstr. 35, der 1. u. II. Stock zu vermieten und alsbald oder später zu beziehen. (796ms <box>621 1155 784 1190</box>
ad: Lichtenbergstr. 23, Hinterhaus, Mans., 2 Zim., Küche u. Zubehör, p. sofort zu vermieten. (4398ms <box>432 1519 610 1554</box>
ad-body: Ecke Schuchardstraße, vier Zimmer, Küche und Zubehör zu vermiet. (71ms <box>53 157 248 180</box>
ad: Heinrichstr. 121, part., 4 Zim.-Wohn. mit Zubeh. an ruh. Mieter. Zu erfragen 1. Stock. (4685ms <box>258 947 421 982</box>
